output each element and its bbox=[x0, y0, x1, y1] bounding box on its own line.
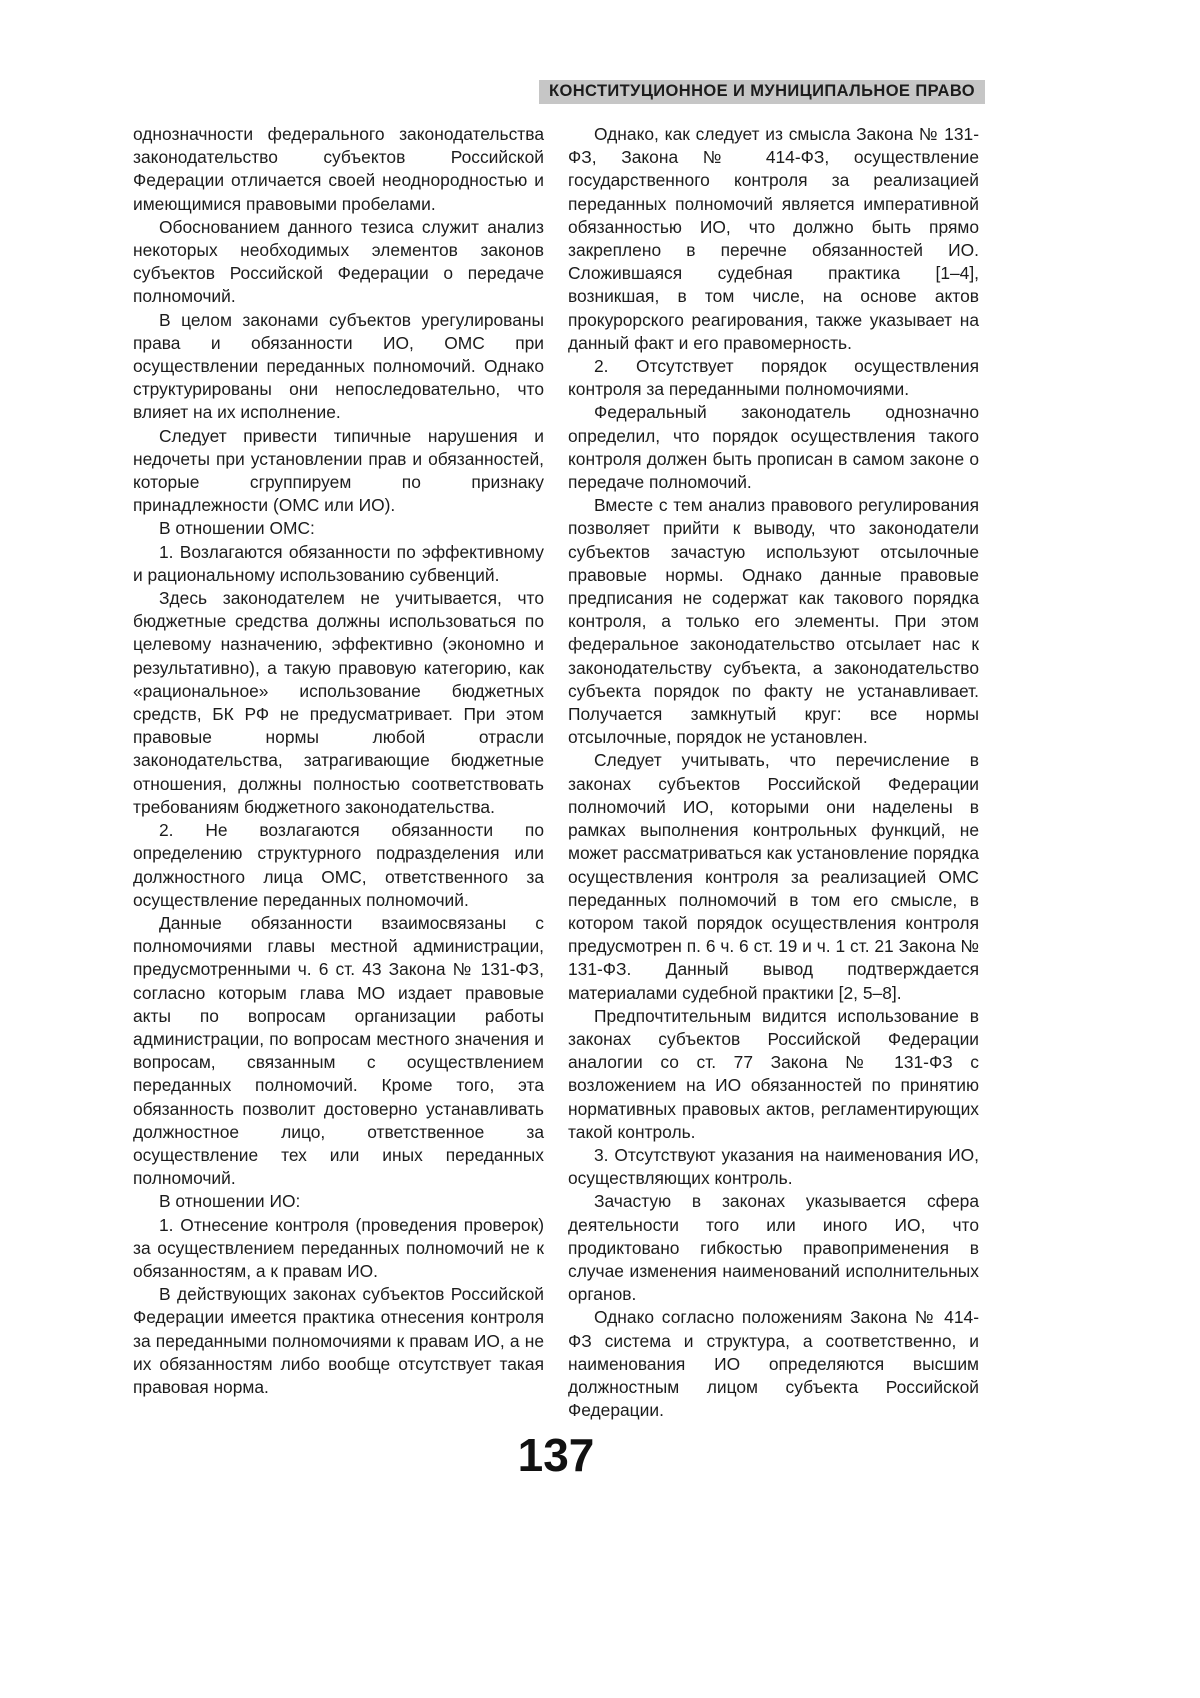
paragraph: В действующих законах субъектов Российской Федерации имеется практика отнесения контроля за переданными полномочиями к правам ИО, а не их обязанностям либо вообще отсутствует такая правовая норма. bbox=[133, 1284, 544, 1397]
left-column bbox=[133, 123, 544, 1422]
page-number: 137 bbox=[517, 1429, 595, 1481]
paragraph: Зачастую в законах указывается сфера деятельности того или иного ИО, что продиктовано гибкостью правоприменения в случае изменения наименований исполнительных органов. bbox=[568, 1191, 979, 1305]
paragraph: 1. Отнесение контроля (проведения проверок) за осуществлением переданных полномочий не к обязанностям, а к правам ИО. bbox=[133, 1214, 544, 1281]
paragraph: 2. Отсутствует порядок осуществления контроля за переданными полномочиями. bbox=[568, 356, 979, 400]
paragraph: Вместе с тем анализ правового регулирования позволяет прийти к выводу, что законодатели субъектов зачастую используют отсылочные правовые нормы. Однако данные правовые предписания не содержат как такового порядка контроля, а только его элементы. При этом федеральное законодательство отсылает нас к законодательству субъекта, а законодательство субъекта порядок по факту не устанавливает. Получается замкнутый круг: все нормы отсылочные, порядок не установлен. bbox=[568, 495, 979, 748]
section-title: КОНСТИТУЦИОННОЕ И МУНИЦИПАЛЬНОЕ ПРАВО bbox=[549, 82, 975, 100]
paragraph: В отношении ИО: bbox=[159, 1191, 301, 1212]
running-head bbox=[539, 80, 985, 104]
paragraph: 2. Не возлагаются обязанности по определению структурного подразделения или должностного лица ОМС, ответственного за осуществление переданных полномочий. bbox=[133, 820, 544, 910]
paragraph: В отношении ОМС: bbox=[159, 518, 315, 539]
paragraph: 3. Отсутствуют указания на наименования ИО, осуществляющих контроль. bbox=[568, 1144, 979, 1189]
paragraph: Однако согласно положениям Закона № 414-ФЗ система и структура, а соответственно, и наименования ИО определяются высшим должностным лицом субъекта Российской Федерации. bbox=[568, 1307, 979, 1421]
paragraph: 1. Возлагаются обязанности по эффективному и рациональному использованию субвенций. bbox=[133, 541, 544, 585]
paragraph: Здесь законодателем не учитывается, что бюджетные средства должны использоваться по целевому назначению, эффективно (экономно и результативно), а такую правовую категорию, как «рациональное» использование бюджетных средств, БК РФ не предусматривает. При этом правовые нормы любой отрасли законодательства, затрагивающие бюджетные отношения, должны полностью соответствовать требованиям бюджетного законодательства. bbox=[133, 588, 544, 817]
paragraph: Следует учитывать, что перечисление в законах субъектов Российской Федерации полномочий ИО, которыми они наделены в рамках выполнения контрольных функций, не может рассматриваться как установление порядка осуществления контроля за реализацией ОМС переданных полномочий в том его смысле, в котором такой порядок осуществления контроля предусмотрен п. 6 ч. 6 ст. 19 и ч. 1 ст. 21 Закона № 131-ФЗ. Данный вывод подтверждается материалами судебной практики [2, 5–8]. bbox=[568, 750, 979, 1003]
paragraph: В целом законами субъектов урегулированы права и обязанности ИО, ОМС при осуществлении переданных полномочий. Однако структурированы они непоследовательно, что влияет на их исполнение. bbox=[133, 309, 544, 423]
paragraph: Обоснованием данного тезиса служит анализ некоторых необходимых элементов законов субъектов Российской Федерации о передаче полномочий. bbox=[133, 216, 544, 307]
paragraph: Данные обязанности взаимосвязаны с полномочиями главы местной администрации, предусмотренными ч. 6 ст. 43 Закона № 131-ФЗ, согласно которым глава МО издает правовые акты по вопросам организации работы администрации, по вопросам местного значения и вопросам, связанным с осуществлением переданных полномочий. Кроме того, эта обязанность позволит достоверно устанавливать должностное лицо, ответственное за осуществление тех или иных переданных полномочий. bbox=[133, 912, 544, 1189]
paragraph: Федеральный законодатель однозначно определил, что порядок осуществления такого контроля должен быть прописан в самом законе о передаче полномочий. bbox=[568, 402, 979, 493]
paragraph: однозначности федерального законодательства законодательство субъектов Российской Федерации отличается своей неоднородностью и имеющимися правовыми пробелами. bbox=[133, 124, 544, 214]
paragraph: Предпочтительным видится использование в законах субъектов Российской Федерации аналогии со ст. 77 Закона № 131-ФЗ с возложением на ИО обязанностей по принятию нормативных правовых актов, регламентирующих такой контроль. bbox=[568, 1005, 979, 1142]
right-column bbox=[568, 123, 979, 1422]
paragraph: Однако, как следует из смысла Закона № 131-ФЗ, Закона № 414-ФЗ, осуществление государственного контроля за реализацией переданных полномочий является императивной обязанностью ИО, что должно быть прямо закреплено в перечне обязанностей ИО. Сложившаяся судебная практика [1–4], возникшая, в том числе, на основе актов прокурорского реагирования, также указывает на данный факт и его правомерность. bbox=[568, 124, 979, 353]
paragraph: Следует привести типичные нарушения и недочеты при установлении прав и обязанностей, которые сгруппируем по признаку принадлежности (ОМС или ИО). bbox=[133, 425, 544, 516]
text-columns bbox=[133, 123, 979, 1422]
